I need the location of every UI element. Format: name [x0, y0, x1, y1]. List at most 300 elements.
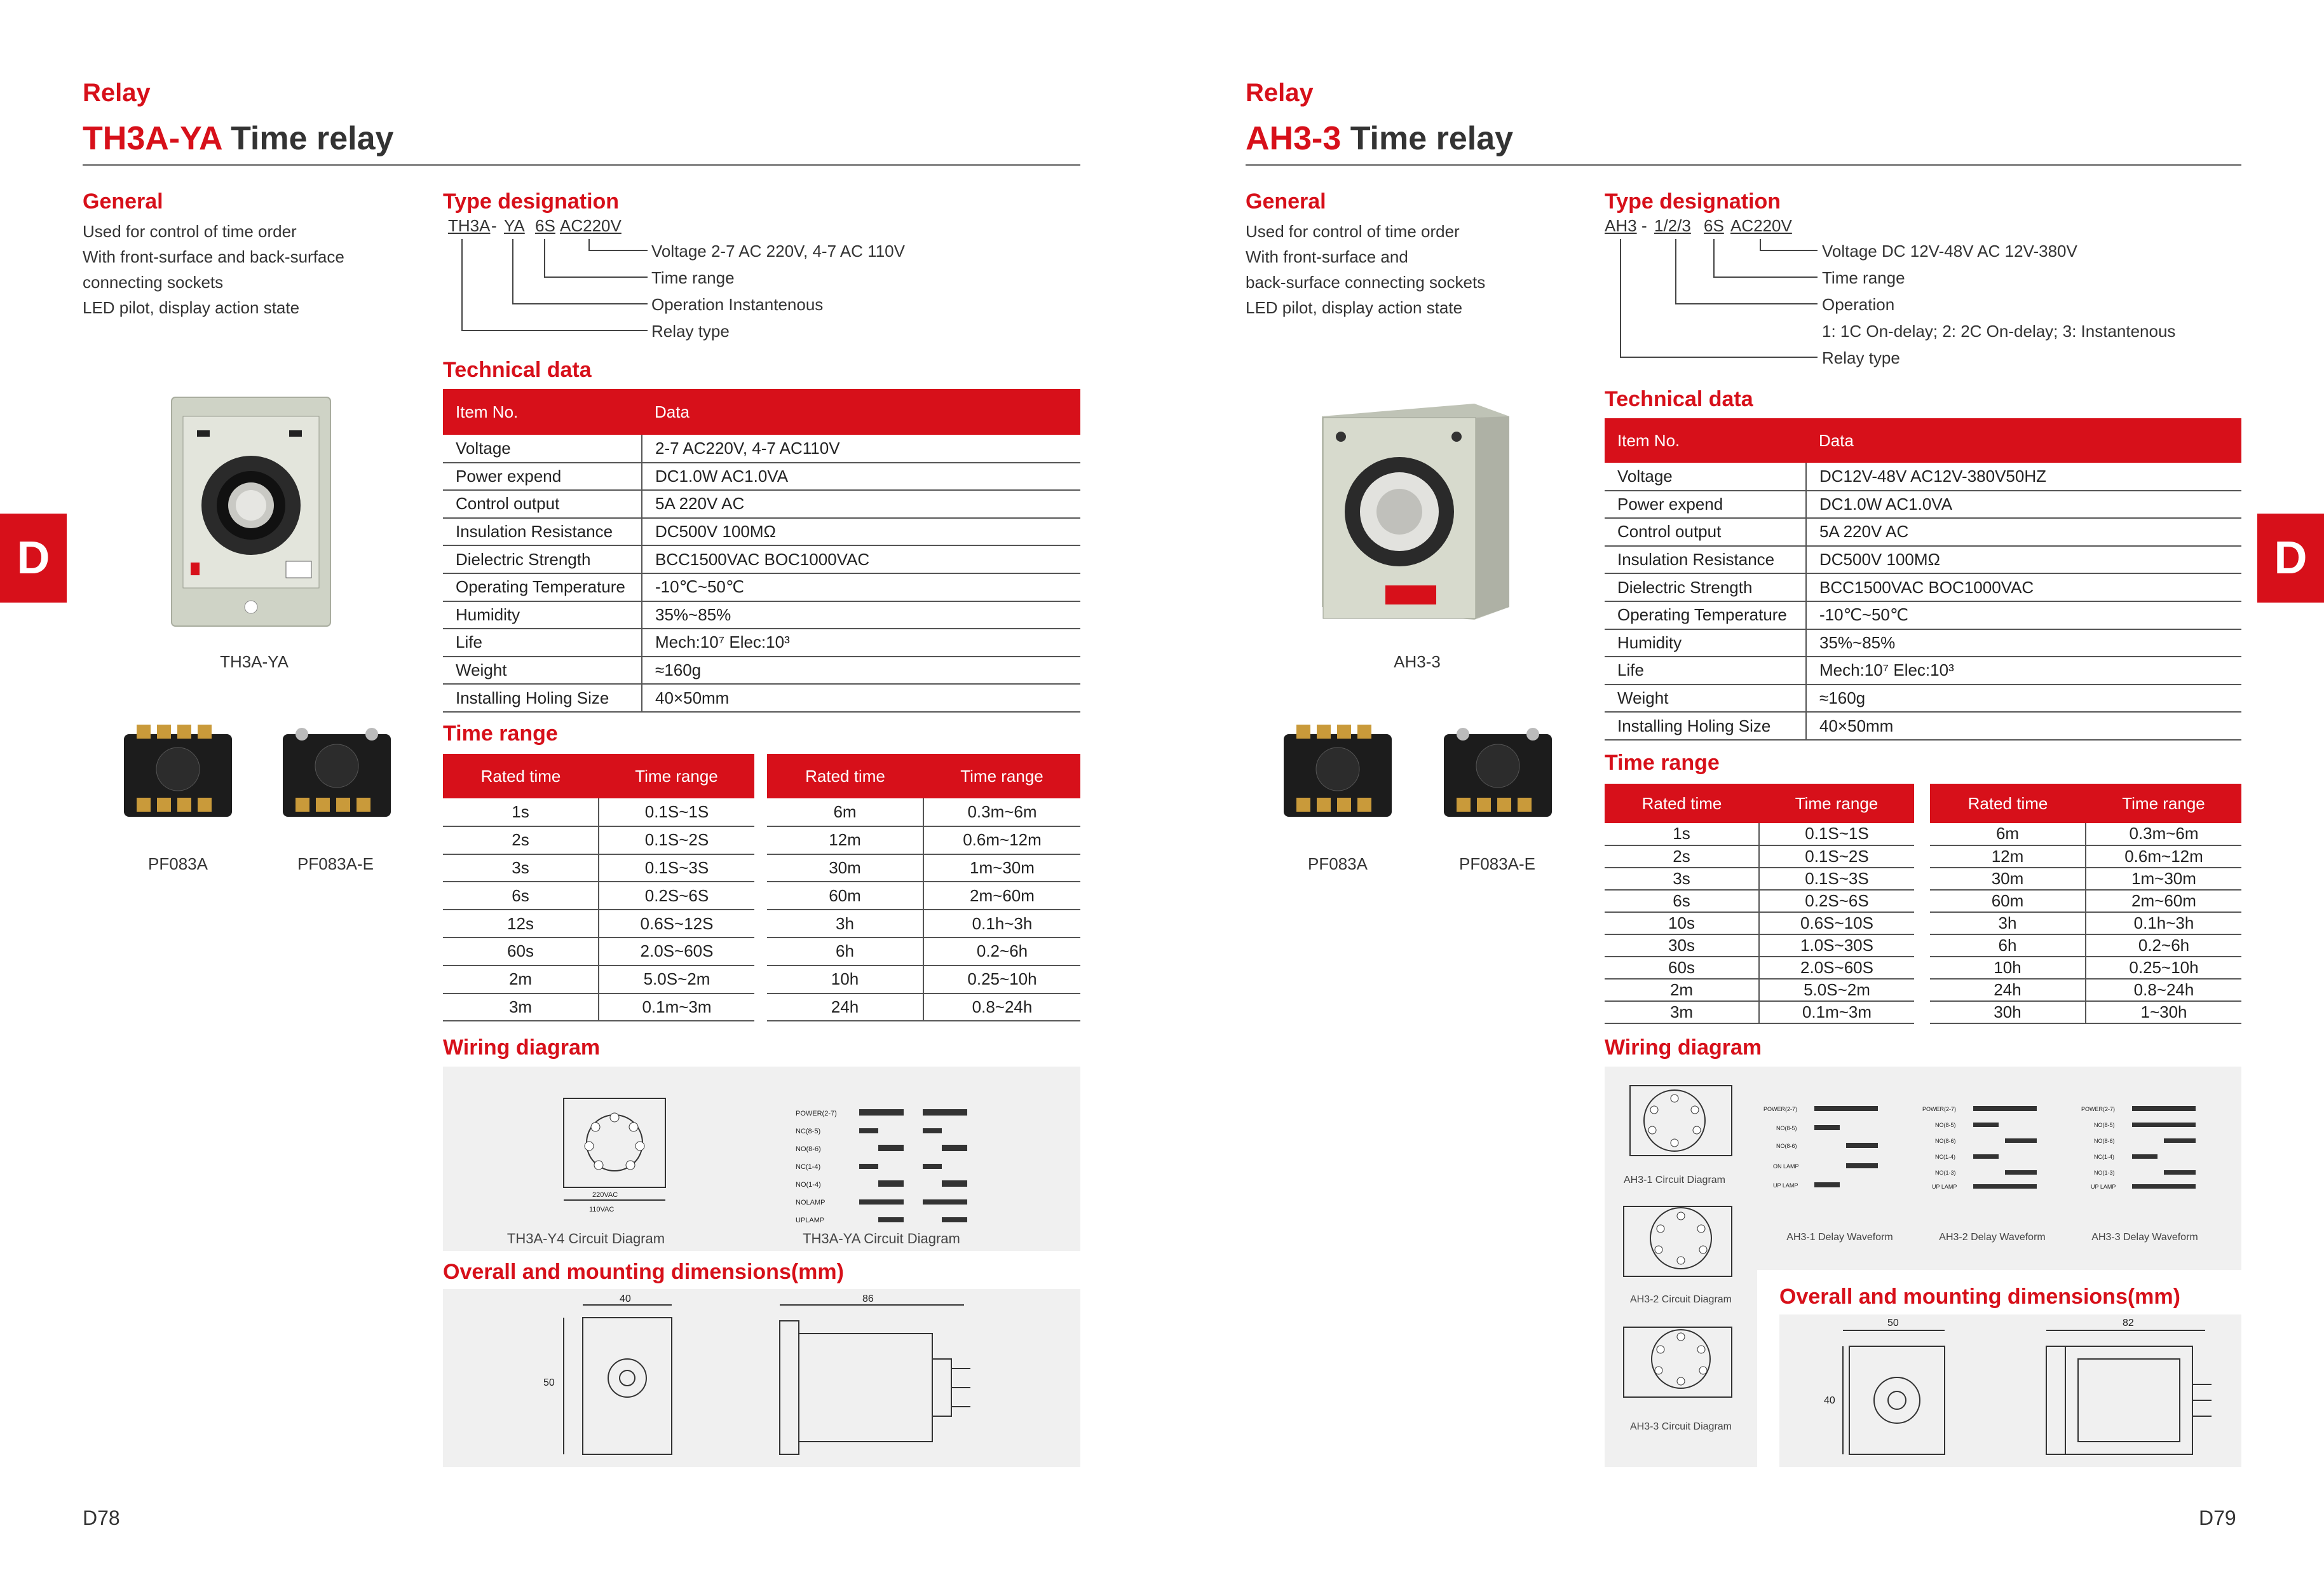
left-general-heading: General: [83, 189, 163, 214]
right-dims-front-view: [1818, 1314, 1964, 1467]
table-row: [1605, 868, 1914, 890]
table-cell: Operating Temperature: [443, 573, 642, 601]
waveform-label: NC(8-5): [796, 1128, 821, 1135]
table-row: [443, 993, 754, 1021]
table-row: [1930, 845, 2241, 868]
table-header: Time range: [2086, 784, 2241, 823]
waveform-label: NO(1-3): [2094, 1170, 2115, 1176]
left-title-code: TH3A-YA: [83, 120, 222, 157]
right-general-line: back-surface connecting sockets: [1246, 273, 1486, 292]
table-row: [443, 518, 1080, 546]
table-cell: Operating Temperature: [1605, 601, 1806, 629]
table-cell: Mech:10⁷ Elec:10³: [1806, 657, 2241, 685]
table-cell: 2-7 AC220V, 4-7 AC110V: [642, 435, 1080, 463]
right-general-line: LED pilot, display action state: [1246, 298, 1463, 317]
table-row: [1930, 823, 2241, 845]
left-general-line: With front-surface and back-surface: [83, 247, 344, 266]
table-cell: 30s: [1605, 934, 1759, 957]
table-row: [443, 684, 1080, 712]
table-cell: 1m~30m: [923, 854, 1080, 882]
left-wiring-waveform: [796, 1076, 980, 1222]
table-cell: 0.2S~6S: [599, 882, 754, 910]
right-circuit-panel: [1605, 1067, 1757, 1467]
table-row: [1605, 957, 1914, 979]
table-cell: 2.0S~60S: [1759, 957, 1914, 979]
table-row: [1605, 463, 2241, 491]
table-cell: 6s: [443, 882, 599, 910]
left-socket-image-2: [276, 721, 397, 829]
waveform-label: NC(1-4): [796, 1163, 821, 1171]
table-header: Data: [1806, 418, 2241, 463]
table-header: Data: [642, 389, 1080, 435]
table-cell: ≈160g: [642, 657, 1080, 685]
table-cell: Mech:10⁷ Elec:10³: [642, 629, 1080, 657]
table-row: [1605, 1001, 1914, 1023]
right-general-heading: General: [1246, 189, 1326, 214]
right-type-part: 6S: [1704, 216, 1724, 235]
table-header: Time range: [599, 754, 754, 798]
right-socket-caption: PF083A: [1308, 854, 1368, 873]
table-row: [443, 854, 754, 882]
table-row: [1605, 912, 1914, 934]
right-general-line: Used for control of time order: [1246, 222, 1460, 241]
left-volt1-label: 220VAC: [592, 1191, 618, 1199]
table-cell: 35%~85%: [642, 601, 1080, 629]
left-type-part: YA: [504, 216, 525, 235]
table-cell: BCC1500VAC BOC1000VAC: [1806, 573, 2241, 601]
left-general-line: LED pilot, display action state: [83, 298, 300, 317]
waveform-label: NOLAMP: [796, 1199, 826, 1206]
table-cell: 12m: [1930, 845, 2086, 868]
right-wiring-heading: Wiring diagram: [1605, 1035, 1762, 1060]
table-cell: -10℃~50℃: [1806, 601, 2241, 629]
left-title-rule: [83, 164, 1080, 166]
table-row: [443, 882, 754, 910]
right-time-range-table-b: [1930, 784, 2241, 1024]
table-cell: 0.1h~3h: [2086, 912, 2241, 934]
table-cell: Humidity: [443, 601, 642, 629]
left-type-part: 6S: [535, 216, 555, 235]
table-cell: BCC1500VAC BOC1000VAC: [642, 545, 1080, 573]
left-type-leader-lines: [443, 238, 653, 352]
table-cell: Dielectric Strength: [443, 545, 642, 573]
table-row: [1930, 957, 2241, 979]
table-cell: 1.0S~30S: [1759, 934, 1914, 957]
left-dims-side-view: [767, 1289, 977, 1467]
left-type-note: Operation Instantenous: [651, 295, 824, 314]
waveform-label: NO(8-5): [1776, 1125, 1797, 1131]
table-cell: 2m: [1605, 979, 1759, 1001]
table-cell: 2m~60m: [2086, 890, 2241, 912]
table-cell: 6h: [767, 938, 923, 966]
table-row: [443, 463, 1080, 491]
table-row: [443, 657, 1080, 685]
table-cell: 0.1m~3m: [599, 993, 754, 1021]
left-type-note: Relay type: [651, 322, 730, 341]
table-cell: 0.8~24h: [923, 993, 1080, 1021]
right-type-part: AC220V: [1730, 216, 1792, 235]
table-cell: 1~30h: [2086, 1001, 2241, 1023]
table-cell: DC500V 100MΩ: [642, 518, 1080, 546]
table-row: [1930, 868, 2241, 890]
table-cell: 12m: [767, 826, 923, 854]
right-dim-height: 40: [1824, 1395, 1835, 1406]
table-header: Time range: [1759, 784, 1914, 823]
table-row: [767, 798, 1080, 826]
table-cell: 0.2S~6S: [1759, 890, 1914, 912]
table-row: [443, 435, 1080, 463]
left-page-number: D78: [83, 1506, 120, 1529]
waveform-label: NO(8-6): [1776, 1143, 1797, 1149]
right-type-note: 1: 1C On-delay; 2: 2C On-delay; 3: Instantenous: [1822, 322, 2176, 341]
table-row: [1605, 573, 2241, 601]
table-row: [443, 601, 1080, 629]
right-waveforms: [1763, 1079, 2234, 1219]
table-cell: 2.0S~60S: [599, 938, 754, 966]
waveform-label: UP LAMP: [1932, 1184, 1957, 1190]
left-product-caption: TH3A-YA: [220, 652, 289, 671]
table-row: [1605, 491, 2241, 519]
table-cell: 3s: [443, 854, 599, 882]
table-cell: DC12V-48V AC12V-380V50HZ: [1806, 463, 2241, 491]
table-cell: 0.25~10h: [923, 966, 1080, 993]
table-cell: ≈160g: [1806, 685, 2241, 713]
waveform-label: NC(1-4): [2094, 1154, 2115, 1160]
table-cell: 0.2~6h: [2086, 934, 2241, 957]
table-cell: Insulation Resistance: [1605, 546, 1806, 574]
right-circuit-3: [1617, 1321, 1744, 1410]
left-general-line: connecting sockets: [83, 273, 224, 292]
table-cell: Weight: [443, 657, 642, 685]
left-wiring-caption-1: TH3A-Y4 Circuit Diagram: [506, 1231, 665, 1246]
table-row: [767, 826, 1080, 854]
table-cell: Voltage: [443, 435, 642, 463]
left-type-part: TH3A: [448, 216, 491, 235]
table-row: [443, 910, 754, 938]
table-cell: 3m: [443, 993, 599, 1021]
table-cell: Voltage: [1605, 463, 1806, 491]
waveform-label: NO(1-3): [1935, 1170, 1956, 1176]
left-wiring-caption-2: TH3A-YA Circuit Diagram: [803, 1231, 960, 1246]
right-waveform-caption: AH3-1 Delay Waveform: [1786, 1232, 1893, 1243]
table-row: [443, 573, 1080, 601]
table-cell: 35%~85%: [1806, 629, 2241, 657]
table-cell: 0.6S~10S: [1759, 912, 1914, 934]
table-row: [443, 966, 754, 993]
left-type-heading: Type designation: [443, 189, 620, 214]
table-cell: 0.3m~6m: [923, 798, 1080, 826]
table-cell: Control output: [443, 490, 642, 518]
table-cell: 5.0S~2m: [1759, 979, 1914, 1001]
table-cell: 6m: [767, 798, 923, 826]
right-title-rest: Time relay: [1341, 120, 1514, 157]
table-cell: 10h: [1930, 957, 2086, 979]
table-cell: 40×50mm: [642, 684, 1080, 712]
right-circuit-2: [1617, 1200, 1744, 1289]
table-cell: 2m~60m: [923, 882, 1080, 910]
left-type-note: Voltage 2-7 AC 220V, 4-7 AC 110V: [651, 242, 905, 261]
right-time-range-heading: Time range: [1605, 751, 1720, 775]
waveform-label: UP LAMP: [2091, 1184, 2116, 1190]
table-row: [1605, 979, 1914, 1001]
table-cell: 30h: [1930, 1001, 2086, 1023]
table-header: Rated time: [443, 754, 599, 798]
right-dims-side-view: [2034, 1314, 2224, 1467]
table-cell: 5A 220V AC: [1806, 518, 2241, 546]
table-cell: 0.6S~12S: [599, 910, 754, 938]
table-cell: 0.1S~3S: [599, 854, 754, 882]
table-cell: Dielectric Strength: [1605, 573, 1806, 601]
table-cell: Life: [1605, 657, 1806, 685]
waveform-label: NC(1-4): [1935, 1154, 1956, 1160]
right-technical-table: [1605, 418, 2241, 741]
table-cell: 6s: [1605, 890, 1759, 912]
left-volt2-label: 110VAC: [589, 1206, 615, 1213]
right-technical-heading: Technical data: [1605, 387, 1753, 411]
left-dim-height: 50: [543, 1377, 555, 1388]
right-title-code: AH3-3: [1246, 120, 1342, 157]
waveform-label: POWER(2-7): [1763, 1106, 1798, 1112]
right-type-note: Time range: [1822, 268, 1905, 287]
left-general-line: Used for control of time order: [83, 222, 297, 241]
table-cell: 1s: [443, 798, 599, 826]
right-type-leader-lines: [1605, 238, 1821, 379]
waveform-label: UPLAMP: [796, 1217, 825, 1222]
table-header: Item No.: [443, 389, 642, 435]
table-row: [767, 882, 1080, 910]
table-cell: 0.1S~3S: [1759, 868, 1914, 890]
right-general-text: [1246, 219, 1601, 320]
left-dim-depth: 86: [862, 1294, 874, 1304]
table-row: [1930, 979, 2241, 1001]
table-header: Time range: [923, 754, 1080, 798]
table-cell: DC1.0W AC1.0VA: [642, 463, 1080, 491]
table-cell: DC500V 100MΩ: [1806, 546, 2241, 574]
left-section-tab: D: [0, 514, 67, 603]
table-row: [1930, 1001, 2241, 1023]
table-cell: 0.1S~2S: [599, 826, 754, 854]
left-dim-width: 40: [620, 1294, 631, 1304]
table-row: [1605, 890, 1914, 912]
left-socket-image-1: [118, 721, 238, 829]
waveform-label: POWER(2-7): [796, 1110, 837, 1117]
waveform-label: UP LAMP: [1773, 1182, 1798, 1189]
table-row: [1605, 601, 2241, 629]
table-row: [1930, 912, 2241, 934]
table-header: Rated time: [1930, 784, 2086, 823]
table-row: [1605, 823, 1914, 845]
table-row: [767, 854, 1080, 882]
table-row: [1605, 712, 2241, 740]
table-cell: 6h: [1930, 934, 2086, 957]
table-cell: 0.8~24h: [2086, 979, 2241, 1001]
table-cell: 0.2~6h: [923, 938, 1080, 966]
right-circuit-caption: AH3-3 Circuit Diagram: [1629, 1421, 1732, 1432]
table-cell: 3h: [1930, 912, 2086, 934]
table-cell: Life: [443, 629, 642, 657]
table-row: [1930, 890, 2241, 912]
table-cell: 30m: [767, 854, 923, 882]
right-type-part: AH3: [1605, 216, 1637, 235]
right-type-note: Voltage DC 12V-48V AC 12V-380V: [1822, 242, 2077, 261]
left-time-range-table-b: [767, 754, 1080, 1021]
table-cell: 60s: [443, 938, 599, 966]
table-cell: 5.0S~2m: [599, 966, 754, 993]
waveform-label: POWER(2-7): [2081, 1106, 2116, 1112]
table-cell: Insulation Resistance: [443, 518, 642, 546]
table-cell: 60m: [767, 882, 923, 910]
table-cell: Weight: [1605, 685, 1806, 713]
table-cell: 12s: [443, 910, 599, 938]
table-cell: 60s: [1605, 957, 1759, 979]
right-time-range-table-a: [1605, 784, 1914, 1024]
table-row: [767, 910, 1080, 938]
right-dim-width: 50: [1887, 1318, 1899, 1328]
left-general-text: [83, 219, 438, 320]
table-cell: 30m: [1930, 868, 2086, 890]
right-type-designation: [1605, 216, 2240, 381]
table-cell: 2s: [1605, 845, 1759, 868]
waveform-label: POWER(2-7): [1922, 1106, 1957, 1112]
table-cell: 0.1S~1S: [1759, 823, 1914, 845]
table-cell: 3s: [1605, 868, 1759, 890]
table-row: [443, 629, 1080, 657]
table-cell: Power expend: [1605, 491, 1806, 519]
table-row: [1930, 934, 2241, 957]
table-row: [1605, 685, 2241, 713]
left-type-part: -: [491, 216, 497, 235]
waveform-label: NO(8-5): [1935, 1122, 1956, 1128]
table-row: [767, 993, 1080, 1021]
table-cell: Installing Holing Size: [1605, 712, 1806, 740]
table-row: [443, 545, 1080, 573]
table-cell: Humidity: [1605, 629, 1806, 657]
left-wiring-circuit-1: [551, 1086, 678, 1213]
right-type-note: Operation: [1822, 295, 1895, 314]
left-wiring-heading: Wiring diagram: [443, 1035, 601, 1060]
table-cell: Control output: [1605, 518, 1806, 546]
waveform-label: NO(8-6): [796, 1145, 821, 1153]
table-header: Rated time: [1605, 784, 1759, 823]
table-row: [1605, 518, 2241, 546]
right-circuit-caption: AH3-1 Circuit Diagram: [1623, 1175, 1726, 1185]
table-row: [1605, 629, 2241, 657]
table-cell: 40×50mm: [1806, 712, 2241, 740]
table-row: [1605, 546, 2241, 574]
right-type-note: Relay type: [1822, 348, 1900, 367]
table-header: Item No.: [1605, 418, 1806, 463]
right-dims-panel: [1779, 1314, 2241, 1467]
left-title-rest: Time relay: [221, 120, 394, 157]
table-cell: 0.1m~3m: [1759, 1001, 1914, 1023]
left-type-note: Time range: [651, 268, 735, 287]
left-technical-table: [443, 389, 1080, 713]
left-wiring-panel: [443, 1067, 1080, 1251]
left-technical-heading: Technical data: [443, 358, 592, 382]
table-cell: Power expend: [443, 463, 642, 491]
right-product-caption: AH3-3: [1394, 652, 1441, 671]
right-product-image: [1315, 391, 1519, 626]
right-circuit-1: [1617, 1079, 1744, 1168]
table-row: [1605, 845, 1914, 868]
left-socket-caption: PF083A-E: [297, 854, 374, 873]
left-product-image: [165, 391, 343, 632]
right-section-tab: D: [2257, 514, 2324, 603]
table-cell: 10h: [767, 966, 923, 993]
table-row: [767, 966, 1080, 993]
left-time-range-table-a: [443, 754, 754, 1021]
table-row: [443, 938, 754, 966]
table-row: [443, 826, 754, 854]
table-cell: Installing Holing Size: [443, 684, 642, 712]
right-type-part: 1/2/3: [1654, 216, 1691, 235]
waveform-label: NO(1-4): [796, 1181, 821, 1189]
table-cell: 0.6m~12m: [2086, 845, 2241, 868]
right-socket-image-1: [1277, 721, 1398, 829]
left-time-range-heading: Time range: [443, 721, 558, 746]
right-general-line: With front-surface and: [1246, 247, 1408, 266]
waveform-label: NO(8-5): [2094, 1122, 2115, 1128]
table-cell: 0.1S~2S: [1759, 845, 1914, 868]
table-cell: DC1.0W AC1.0VA: [1806, 491, 2241, 519]
right-waveform-caption: AH3-3 Delay Waveform: [2091, 1232, 2198, 1243]
table-cell: 1s: [1605, 823, 1759, 845]
right-waveform-caption: AH3-2 Delay Waveform: [1939, 1232, 2046, 1243]
left-page-title: [83, 119, 393, 158]
table-cell: 0.1h~3h: [923, 910, 1080, 938]
right-title-rule: [1246, 164, 2241, 166]
table-cell: 1m~30m: [2086, 868, 2241, 890]
right-page-number: D79: [2199, 1506, 2236, 1529]
table-row: [443, 798, 754, 826]
waveform-label: ON LAMP: [1773, 1163, 1799, 1170]
table-cell: 10s: [1605, 912, 1759, 934]
table-cell: 24h: [1930, 979, 2086, 1001]
waveform-label: NO(8-6): [2094, 1138, 2115, 1144]
table-row: [443, 490, 1080, 518]
right-category: Relay: [1246, 79, 1314, 107]
table-row: [1605, 657, 2241, 685]
left-type-part: AC220V: [560, 216, 622, 235]
table-cell: 24h: [767, 993, 923, 1021]
table-cell: 3h: [767, 910, 923, 938]
table-cell: 2s: [443, 826, 599, 854]
left-dims-heading: Overall and mounting dimensions(mm): [443, 1260, 844, 1284]
table-cell: 0.1S~1S: [599, 798, 754, 826]
table-cell: 0.6m~12m: [923, 826, 1080, 854]
table-header: Rated time: [767, 754, 923, 798]
table-cell: 6m: [1930, 823, 2086, 845]
right-circuit-caption: AH3-2 Circuit Diagram: [1629, 1294, 1732, 1305]
right-socket-caption: PF083A-E: [1459, 854, 1535, 873]
table-cell: 2m: [443, 966, 599, 993]
left-category: Relay: [83, 79, 151, 107]
table-cell: 0.25~10h: [2086, 957, 2241, 979]
right-waveform-panel: [1757, 1067, 2241, 1270]
left-type-designation: [443, 216, 951, 350]
table-row: [1605, 934, 1914, 957]
table-cell: 3m: [1605, 1001, 1759, 1023]
table-row: [767, 938, 1080, 966]
right-type-heading: Type designation: [1605, 189, 1781, 214]
right-dim-depth: 82: [2123, 1318, 2134, 1328]
right-page-title: [1246, 119, 1513, 158]
right-socket-image-2: [1437, 721, 1558, 829]
table-cell: -10℃~50℃: [642, 573, 1080, 601]
left-socket-caption: PF083A: [148, 854, 208, 873]
right-type-part: -: [1641, 216, 1647, 235]
table-cell: 5A 220V AC: [642, 490, 1080, 518]
